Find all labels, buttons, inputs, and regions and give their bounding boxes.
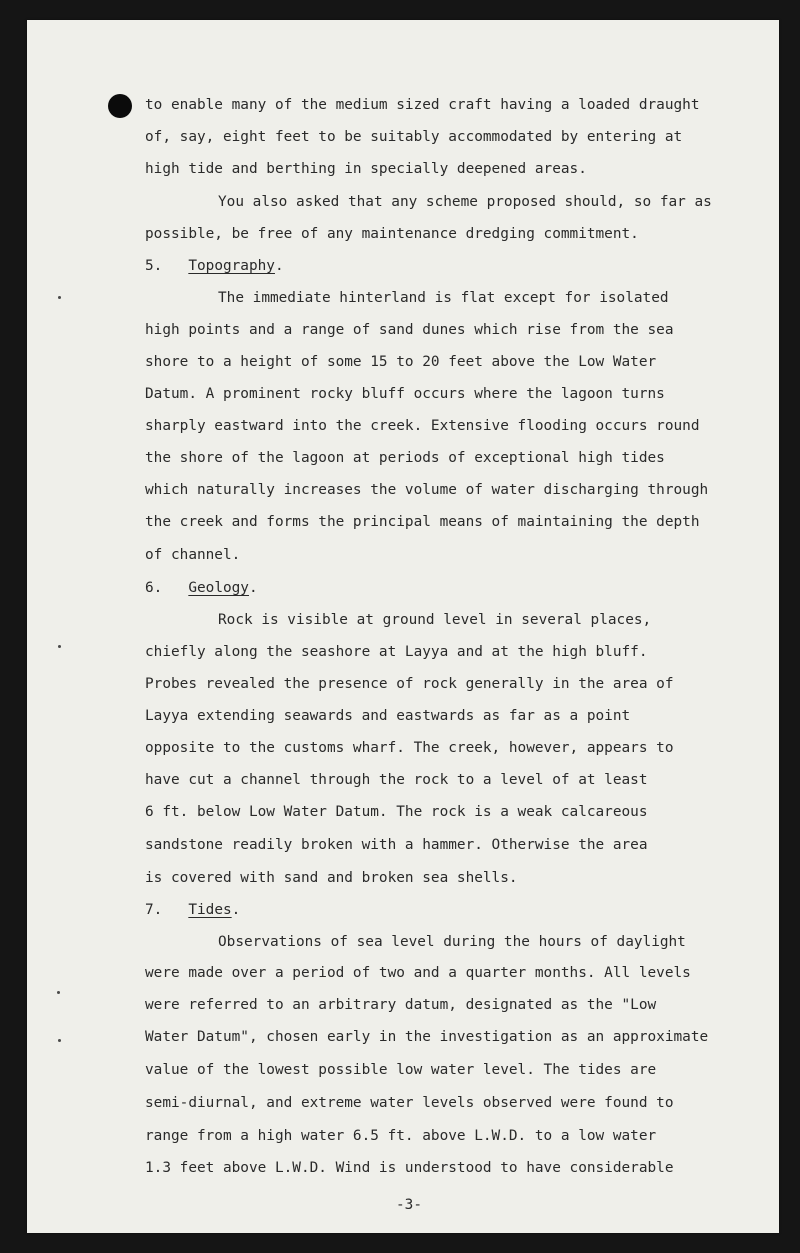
- body-line: is covered with sand and broken sea shells.: [145, 870, 518, 886]
- body-line: sandstone readily broken with a hammer. Otherwise the area: [145, 837, 648, 853]
- section-title: Topography: [188, 258, 275, 274]
- body-line: 1.3 feet above L.W.D. Wind is understood to have considerable: [145, 1160, 674, 1176]
- body-line: high tide and berthing in specially deepened areas.: [145, 161, 587, 177]
- paper-speck: [57, 991, 60, 994]
- heading-period: .: [231, 902, 241, 918]
- heading-period: .: [274, 258, 284, 274]
- body-line: Layya extending seawards and eastwards as far as a point: [145, 708, 631, 724]
- body-line: The immediate hinterland is flat except for isolated: [218, 290, 669, 306]
- body-line: You also asked that any scheme proposed should, so far as: [218, 194, 712, 210]
- body-line: have cut a channel through the rock to a level of at least: [145, 772, 648, 788]
- body-line: semi-diurnal, and extreme water levels observed were found to: [145, 1095, 674, 1111]
- paper-speck: [58, 296, 61, 299]
- section-number: 5.: [145, 258, 163, 274]
- section-heading-topography: [145, 259, 284, 273]
- body-line: Observations of sea level during the hours of daylight: [218, 934, 686, 950]
- body-line: which naturally increases the volume of water discharging through: [145, 482, 709, 498]
- body-line: Water Datum", chosen early in the investigation as an approximate: [145, 1029, 709, 1045]
- body-line: to enable many of the medium sized craft having a loaded draught: [145, 97, 700, 113]
- body-line: opposite to the customs wharf. The creek, however, appears to: [145, 740, 674, 756]
- section-heading-geology: [145, 581, 258, 595]
- section-title: Geology: [188, 580, 249, 596]
- body-line: 6 ft. below Low Water Datum. The rock is a weak calcareous: [145, 804, 648, 820]
- body-line: sharply eastward into the creek. Extensive flooding occurs round: [145, 418, 700, 434]
- body-line: shore to a height of some 15 to 20 feet above the Low Water: [145, 354, 657, 370]
- body-line: the creek and forms the principal means of maintaining the depth: [145, 514, 700, 530]
- body-line: value of the lowest possible low water level. The tides are: [145, 1062, 657, 1078]
- paper-speck: [58, 645, 61, 648]
- heading-period: .: [248, 580, 258, 596]
- body-line: Probes revealed the presence of rock generally in the area of: [145, 676, 674, 692]
- body-line: were referred to an arbitrary datum, designated as the "Low: [145, 997, 657, 1013]
- page-number: -3-: [396, 1197, 422, 1213]
- body-line: possible, be free of any maintenance dredging commitment.: [145, 226, 639, 242]
- section-number: 7.: [145, 902, 163, 918]
- body-line: of, say, eight feet to be suitably accommodated by entering at: [145, 129, 683, 145]
- body-line: Datum. A prominent rocky bluff occurs where the lagoon turns: [145, 386, 665, 402]
- paper-speck: [58, 1039, 61, 1042]
- section-title: Tides: [188, 902, 232, 918]
- section-number: 6.: [145, 580, 163, 596]
- section-heading-tides: [145, 903, 240, 917]
- body-line: chiefly along the seashore at Layya and at the high bluff.: [145, 644, 648, 660]
- body-line: the shore of the lagoon at periods of exceptional high tides: [145, 450, 665, 466]
- body-line: of channel.: [145, 547, 241, 563]
- punch-hole: [108, 94, 132, 118]
- body-line: Rock is visible at ground level in several places,: [218, 612, 652, 628]
- body-line: range from a high water 6.5 ft. above L.W.D. to a low water: [145, 1128, 657, 1144]
- body-line: high points and a range of sand dunes which rise from the sea: [145, 322, 674, 338]
- body-line: were made over a period of two and a quarter months. All levels: [145, 965, 691, 981]
